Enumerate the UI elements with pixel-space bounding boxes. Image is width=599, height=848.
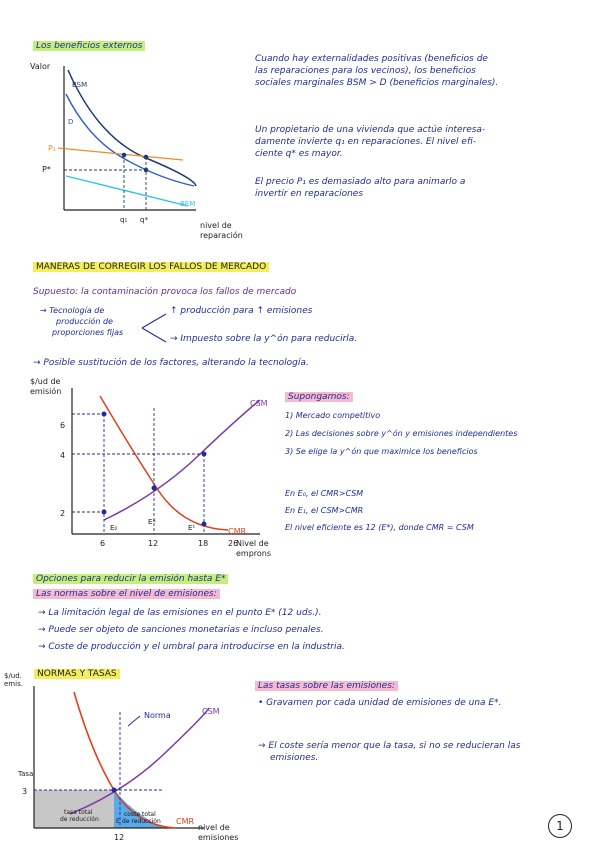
conclusion-line: → El coste sería menor que la tasa, si no se reducieran las: [258, 741, 521, 751]
qstar-label: q*: [140, 216, 148, 224]
q1-label: q₁: [120, 216, 128, 224]
conclusion-line: emisiones.: [270, 753, 319, 763]
y-axis-label-1: $/ud de: [30, 377, 61, 386]
section2-title-text: MANERAS DE CORREGIR LOS FALLOS DE MERCADO: [33, 262, 269, 272]
e-label: E: [116, 818, 120, 825]
point-e1-csm: [202, 452, 207, 457]
section5-title-text: NORMAS Y TASAS: [34, 669, 120, 679]
x-tick-12: 12: [148, 539, 159, 548]
e1-label: E¹: [188, 524, 196, 532]
substitution-text: → Posible sustitución de los factores, alterando la tecnología.: [33, 358, 309, 368]
paragraph1-line: las reparaciones para los vecinos), los beneficios: [255, 66, 476, 76]
e-note: El nivel eficiente es 12 (E*), donde CMR = CSM: [285, 523, 474, 532]
bsm-label: BSM: [72, 81, 88, 89]
section4-item: → Coste de producción y el umbral para introducirse en la industria.: [38, 642, 345, 652]
p1-label: P₁: [48, 144, 57, 153]
x-axis-label-1: nivel de: [198, 823, 230, 832]
tech-line: proporciones fijas: [52, 328, 124, 337]
section1-paragraph3: [255, 176, 465, 200]
e-notes: [285, 485, 474, 536]
coste-total-label-1: coste total: [124, 811, 156, 818]
y-axis-label-2: emis.: [4, 680, 23, 688]
x-tick-26: 26: [228, 539, 239, 548]
graph-emissions: [28, 372, 298, 568]
x-tick-18: 18: [198, 539, 209, 548]
d-curve: [66, 94, 194, 186]
page-number: 1: [548, 814, 572, 838]
section1-title: [33, 40, 145, 52]
csm-label: CSM: [250, 399, 268, 408]
point-pstar: [144, 168, 149, 173]
x-tick-6: 6: [100, 539, 106, 548]
point-e1-cmr: [202, 522, 207, 527]
csm-curve: [104, 400, 260, 520]
coste-total-label-2: de reducción: [122, 818, 161, 825]
y-tick-6: 6: [60, 421, 66, 430]
point-qstar: [144, 155, 149, 160]
taxes-title: [255, 680, 398, 692]
assumption-line: Supuesto: la contaminación provoca los fallos de mercado: [33, 287, 297, 297]
cmr-curve: [100, 396, 228, 530]
point-q1: [122, 153, 127, 158]
arrow2-text: → Impuesto sobre la y^ón para reducirla.: [170, 334, 358, 344]
tasa-total-label-2: de reducción: [60, 816, 99, 823]
point-e0-cmr: [102, 412, 107, 417]
point-e: [112, 788, 117, 793]
section4-title: [33, 573, 228, 585]
paragraph1-line: Cuando hay externalidades positivas (beneficios de: [255, 54, 488, 64]
p1-line: [58, 148, 183, 160]
bem-label: BEM: [180, 200, 196, 208]
y-axis-label: Valor: [30, 62, 51, 71]
paragraph3-line: invertir en reparaciones: [255, 189, 364, 199]
tasa-label: Tasa: [18, 770, 34, 778]
tasa-total-label-1: tasa total: [64, 809, 93, 816]
tech-line: → Tecnología de: [40, 306, 105, 315]
section2-title: [33, 261, 269, 273]
csm-label: CSM: [202, 707, 220, 716]
x-axis-label-1: nivel de: [200, 221, 232, 230]
e-note: En E₁, el CSM>CMR: [285, 506, 364, 515]
graph-norms-taxes: [4, 664, 254, 846]
pstar-label: P*: [42, 165, 51, 174]
paragraph2-line: ciente q* es mayor.: [255, 149, 343, 159]
section4-item: → La limitación legal de las emisiones en el punto E* (12 uds.).: [38, 608, 322, 618]
paragraph1-line: sociales marginales BSM > D (beneficios marginales).: [255, 78, 499, 88]
point-estar: [152, 486, 157, 491]
section1-paragraph2: [255, 124, 485, 160]
section4-subtitle: [33, 588, 220, 600]
d-label: D: [68, 118, 74, 126]
arrow1-text: ↑ producción para ↑ emisiones: [170, 306, 313, 316]
cmr-label: CMR: [176, 817, 195, 826]
y-tick-2: 2: [60, 509, 66, 518]
e0-label: E₀: [110, 524, 118, 532]
x-axis-label-2: emprons: [236, 549, 272, 558]
suppose-item: 1) Mercado competitivo: [285, 411, 381, 420]
x-axis-label-2: emisiones: [198, 833, 239, 842]
e-note: En E₀, el CMR>CSM: [285, 489, 364, 498]
section4-item: → Puede ser objeto de sanciones monetarias e incluso penales.: [38, 625, 324, 635]
suppose-item: 2) Las decisiones sobre y^ón y emisiones independientes: [285, 429, 518, 438]
paragraph3-line: El precio P₁ es demasiado alto para animarlo a: [255, 177, 466, 187]
tech-brace: [140, 310, 170, 346]
suppose-title-text: Supongamos:: [285, 392, 353, 402]
section4-title-text: Opciones para reducir la emisión hasta E*: [33, 574, 228, 584]
tech-line: producción de: [56, 317, 113, 326]
conclusion-block: [258, 740, 520, 764]
x-axis-label-2: reparación: [200, 231, 243, 240]
y-tick-3: 3: [22, 787, 28, 796]
cmr-label: CMR: [228, 527, 247, 536]
estar-label: E*: [148, 518, 156, 526]
section4-subtitle-text: Las normas sobre el nivel de emisiones:: [33, 589, 220, 599]
section1-title-text: Los beneficios externos: [33, 41, 145, 51]
suppose-list: [285, 407, 517, 461]
y-axis-label-1: $/ud.: [4, 672, 22, 680]
section1-paragraph1: [255, 53, 498, 89]
taxes-item: • Gravamen por cada unidad de emisiones de una E*.: [258, 698, 502, 708]
section4-list: [38, 605, 345, 656]
x-tick-12: 12: [114, 833, 125, 842]
norma-label: Norma: [144, 711, 171, 720]
point-e0-csm: [102, 510, 107, 515]
x-axis-label-1: Nivel de: [236, 539, 269, 548]
paragraph2-line: Un propietario de una vivienda que actúe interesa-: [255, 125, 486, 135]
y-axis-label-2: emisión: [30, 387, 62, 396]
bem-curve: [66, 176, 188, 206]
y-tick-4: 4: [60, 451, 66, 460]
paragraph2-line: damente invierte q₁ en reparaciones. El nivel efi-: [255, 137, 477, 147]
suppose-title: [285, 391, 353, 403]
graph-external-benefits: [28, 58, 253, 243]
tech-block: [40, 305, 123, 338]
norma-arrow: [128, 716, 140, 726]
taxes-title-text: Las tasas sobre las emisiones:: [255, 681, 398, 691]
suppose-item: 3) Se elige la y^ón que maximice los beneficios: [285, 447, 478, 456]
